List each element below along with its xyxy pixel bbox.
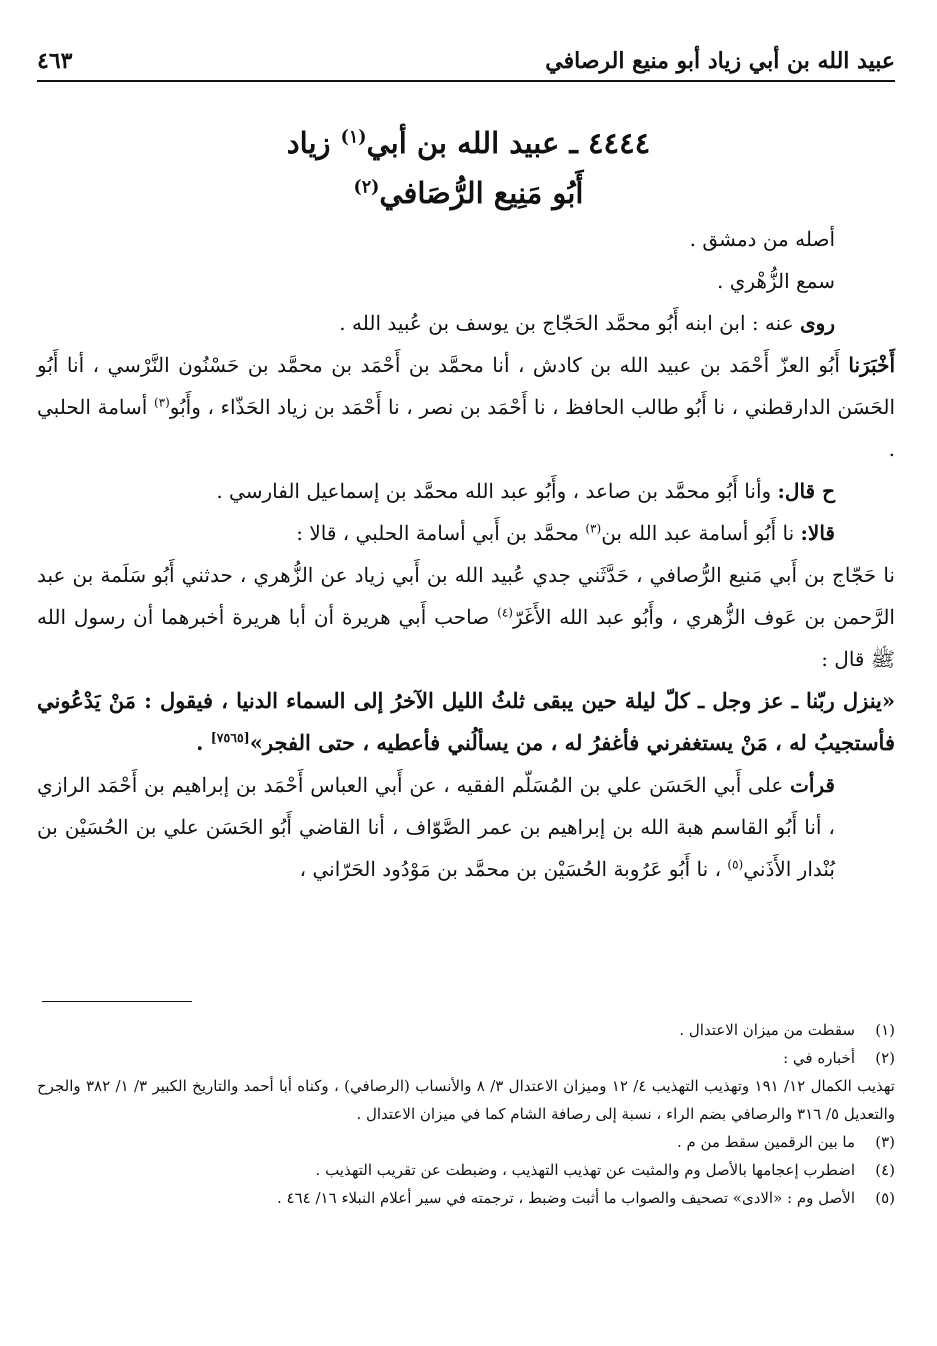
paragraph-text: وأنا أَبُو محمَّد بن صاعد ، وأَبُو عبد الله محمَّد بن إسماعيل الفارسي . [216,479,778,503]
footnote [37,1044,895,1072]
footnote-continuation [37,1072,895,1128]
body-text [37,218,895,890]
footnote-marker: (٣) [153,395,170,410]
paragraph-text-end: ، نا أَبُو عَرُوبة الحُسَيْن بن محمَّد بن مَوْدُود الحَرّاني ، [299,857,728,881]
footnotes [37,1016,895,1212]
paragraph-label: قرأت [790,773,835,797]
paragraph-isnad-4 [37,554,895,680]
paragraph-text-end: صاحب أَبي هريرة أن أبا هريرة أخبرهما أن رسول الله ﷺ قال : [37,605,895,671]
entry-name-end: زياد [286,126,341,160]
footnote-number: (٥) [875,1189,895,1207]
running-title: عبيد الله بن أبي زياد أبو منيع الرصافي [545,47,895,74]
paragraph-label: قالا: [800,521,835,545]
footnote-number: (٣) [875,1133,895,1151]
paragraph-isnad-3 [37,512,895,554]
paragraph-isnad-2 [37,470,895,512]
footnote-number: (١) [875,1021,895,1039]
footnote-separator [42,1001,192,1002]
paragraph-isnad-1 [37,344,895,470]
footnote-text: اضطرب إعجامها بالأصل وم والمثبت عن تهذيب التهذيب ، وضبطت عن تقريب التهذيب . [315,1161,855,1179]
paragraph-label: روى [800,311,835,335]
page-number: ٤٦٣ [37,47,73,74]
entry-name: ٤٤٤٤ ـ عبيد الله بن أبي [366,126,651,160]
paragraph-isnad-5 [37,764,895,890]
entry-kunya: أَبُو مَنِيع الرُّصَافي [379,176,584,210]
footnote [37,1016,895,1044]
paragraph-text: أَبُو العزّ أَحْمَد بن عبيد الله بن كادش ، أنا محمَّد بن أَحْمَد بن محمَّد بن حَسْنُون النَّرْسي ، أنا أَبُو الحَسَن الدارقطني ، نا أَبُو طالب الحافظ ، نا أَحْمَد بن نصر ، نا أَحْمَد بن زياد الحَذّاء ، وأَبُو [37,353,896,419]
footnote-text: سقطت من ميزان الاعتدال . [679,1021,855,1039]
entry-heading-line1 [0,118,937,168]
running-header [37,36,895,82]
footnote [37,1156,895,1184]
paragraph-origin: أصله من دمشق . [689,227,835,251]
footnote-text: ما بين الرقمين سقط من م . [676,1133,855,1151]
paragraph-text-end: محمَّد بن أَبي أسامة الحلبي ، قالا : [296,521,586,545]
paragraph-text: نا أَبُو أسامة عبد الله بن [601,521,801,545]
footnote-marker: (٣) [585,521,602,536]
paragraph-text-end: أسامة الحلبي . [37,395,895,461]
hadith-end: . [196,730,211,755]
entry-heading [0,118,937,218]
paragraph-label: أَخْبَرَنا [848,353,895,377]
footnote-text: الأصل وم : «الادى» تصحيف والصواب ما أثبت وضبط ، ترجمته في سير أعلام النبلاء ١٦/ ٤٦٤ . [277,1189,855,1207]
paragraph-text: على أَبي الحَسَن علي بن المُسَلّم الفقيه ، عن أَبي العباس أَحْمَد بن إبراهيم بن أَحْمَد الرازي ، أنا أَبُو القاسم هبة الله بن إبراهيم بن عمر الصَّوّاف ، أنا القاضي أَبُو الحَسَن علي بن الحُسَيْن بن بُنْدار الأَذَني [37,773,836,881]
footnote-marker: (١) [340,127,367,148]
hadith-matn: «ينزل ربّنا ـ عز وجل ـ كلّ ليلة حين يبقى ثلثُ الليل الآخرُ إلى السماء الدنيا ، فيقول : مَنْ يَدْعُوني فأستجيبُ له ، مَنْ يستغفرني فأغفرُ له ، من يسألُني فأعطيه ، حتى الفجر» [37,688,896,755]
footnote [37,1184,895,1212]
paragraph-label: ح قال: [777,479,835,503]
paragraph-text: نا حَجّاج بن أَبي مَنيع الرُّصافي ، حَدَّثَني جدي عُبيد الله بن أَبي زياد عن الزُّهري ، حدثني أَبُو سَلَمة بن عبد الرَّحمن بن عَوف الزُّهري ، وأَبُو عبد الله الأَغَرّ [37,563,895,629]
footnote-text: تهذيب الكمال ١٢/ ١٩١ وتهذيب التهذيب ٤/ ١٢ وميزان الاعتدال ٣/ ٨ والأنساب (الرصافي) ، وكناه أبا أحمد والتاريخ الكبير ٣/ ١/ ٣٨٢ والجرح والتعديل ٥/ ٣١٦ والرصافي بضم الراء ، نسبة إلى رصافة الشام كما في ميزان الاعتدال . [37,1077,895,1123]
footnote-number: (٤) [875,1161,895,1179]
footnote-marker: (٤) [497,605,513,620]
footnote-number: (٢) [875,1049,895,1067]
entry-heading-line2 [0,168,937,218]
hadith-text [37,680,895,764]
paragraph-heard: سمع الزُّهْري . [717,269,835,293]
footnote-marker: (٢) [353,177,380,198]
footnote-marker: (٥) [727,857,744,872]
paragraph-narrated [37,302,895,344]
paragraph-text: عنه : ابن ابنه أَبُو محمَّد الحَجّاج بن يوسف بن عُبيد الله . [339,311,801,335]
footnote-text: أخباره في : [783,1049,855,1067]
hadith-number: [٧٥٦٥] [210,730,250,745]
footnote [37,1128,895,1156]
